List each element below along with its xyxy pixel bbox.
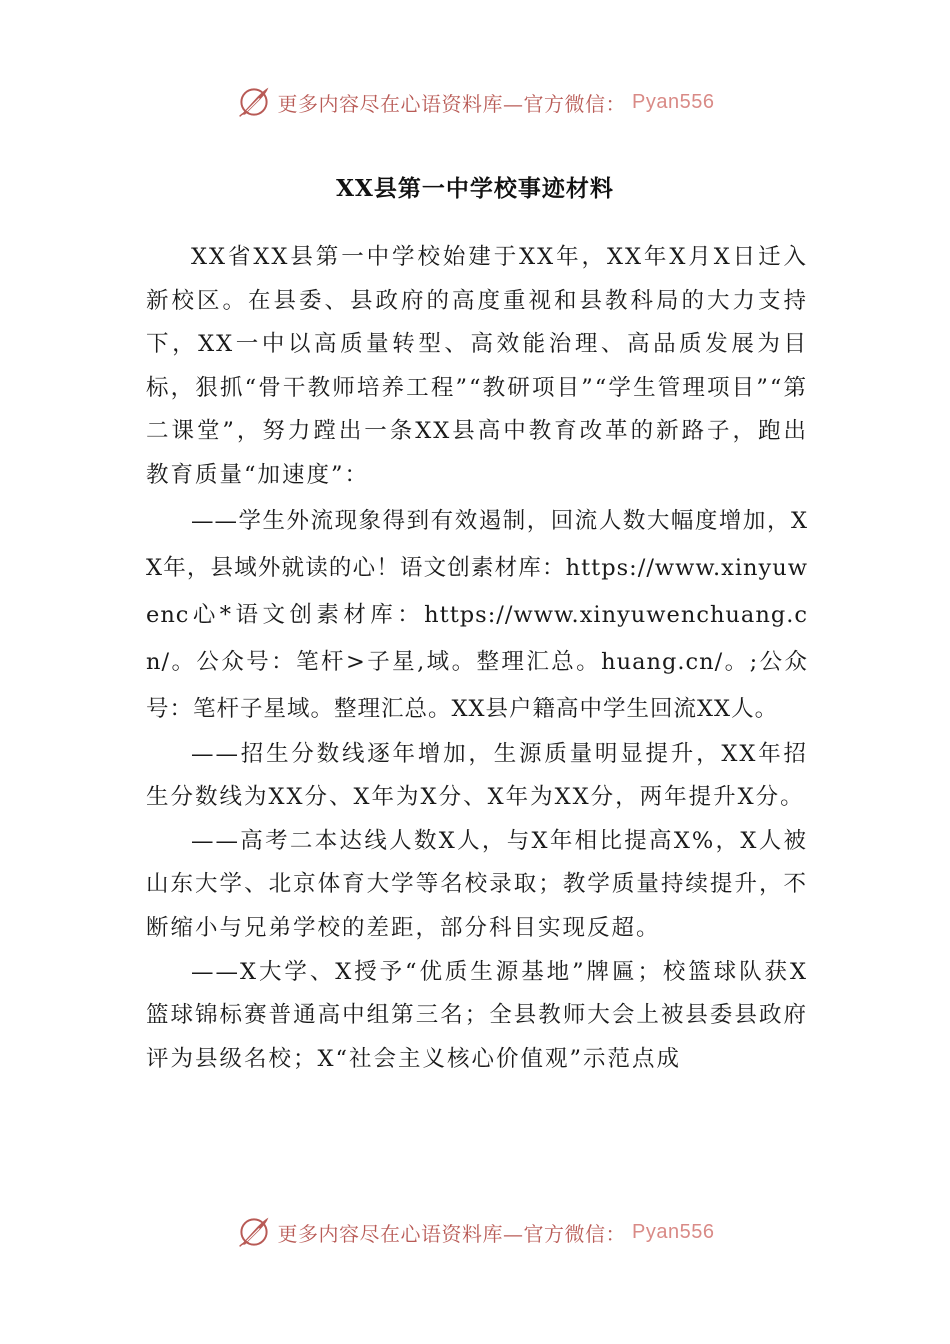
- quill-logo-icon: [236, 1214, 272, 1250]
- paragraph-admission-score: ——招生分数线逐年增加，生源质量明显提升，XX年招生分数线为XX分、X年为X分、X年为XX分，两年提升X分。: [146, 740, 808, 811]
- quill-logo-icon: [236, 84, 272, 120]
- footer-banner: [0, 1207, 950, 1257]
- header-banner: [0, 77, 950, 127]
- banner-text: 更多内容尽在心语资料库—官方微信：: [277, 91, 627, 116]
- document-title: XX县第一中学校事迹材料: [336, 175, 614, 202]
- document-body: [146, 236, 808, 1081]
- wechat-id: Pyan556: [632, 1220, 715, 1243]
- paragraph-exam-results: ——高考二本达线人数X人，与X年相比提高X%，X人被山东大学、北京体育大学等名校录取；教学质量持续提升，不断缩小与兄弟学校的差距，部分科目实现反超。: [146, 827, 808, 941]
- paragraph-honors: ——X大学、X授予“优质生源基地”牌匾；校篮球队获X篮球锦标赛普通高中组第三名；全县教师大会上被县委县政府评为县级名校；X“社会主义核心价值观”示范点成: [146, 958, 808, 1072]
- wechat-id: Pyan556: [632, 90, 715, 113]
- paragraph-student-return: ——学生外流现象得到有效遏制，回流人数大幅度增加，XX年，县域外就读的心！语文创素材库：https://www.xinyuwenc心*语文创素材库：https://www.xinyuwenchuang.cn/。公众号：笔杆>子星,域。整理汇总。huang.cn/。;公众号：笔杆子星域。整理汇总。XX县户籍高中学生回流XX人。: [146, 507, 808, 722]
- banner-text: 更多内容尽在心语资料库—官方微信：: [277, 1221, 627, 1246]
- paragraph-intro: XX省XX县第一中学校始建于XX年，XX年X月X日迁入新校区。在县委、县政府的高度重视和县教科局的大力支持下，XX一中以高质量转型、高效能治理、高品质发展为目标，狠抓“骨干教师培养工程”“教研项目”“学生管理项目”“第二课堂”，努力蹚出一条XX县高中教育改革的新路子，跑出教育质量“加速度”：: [146, 244, 808, 488]
